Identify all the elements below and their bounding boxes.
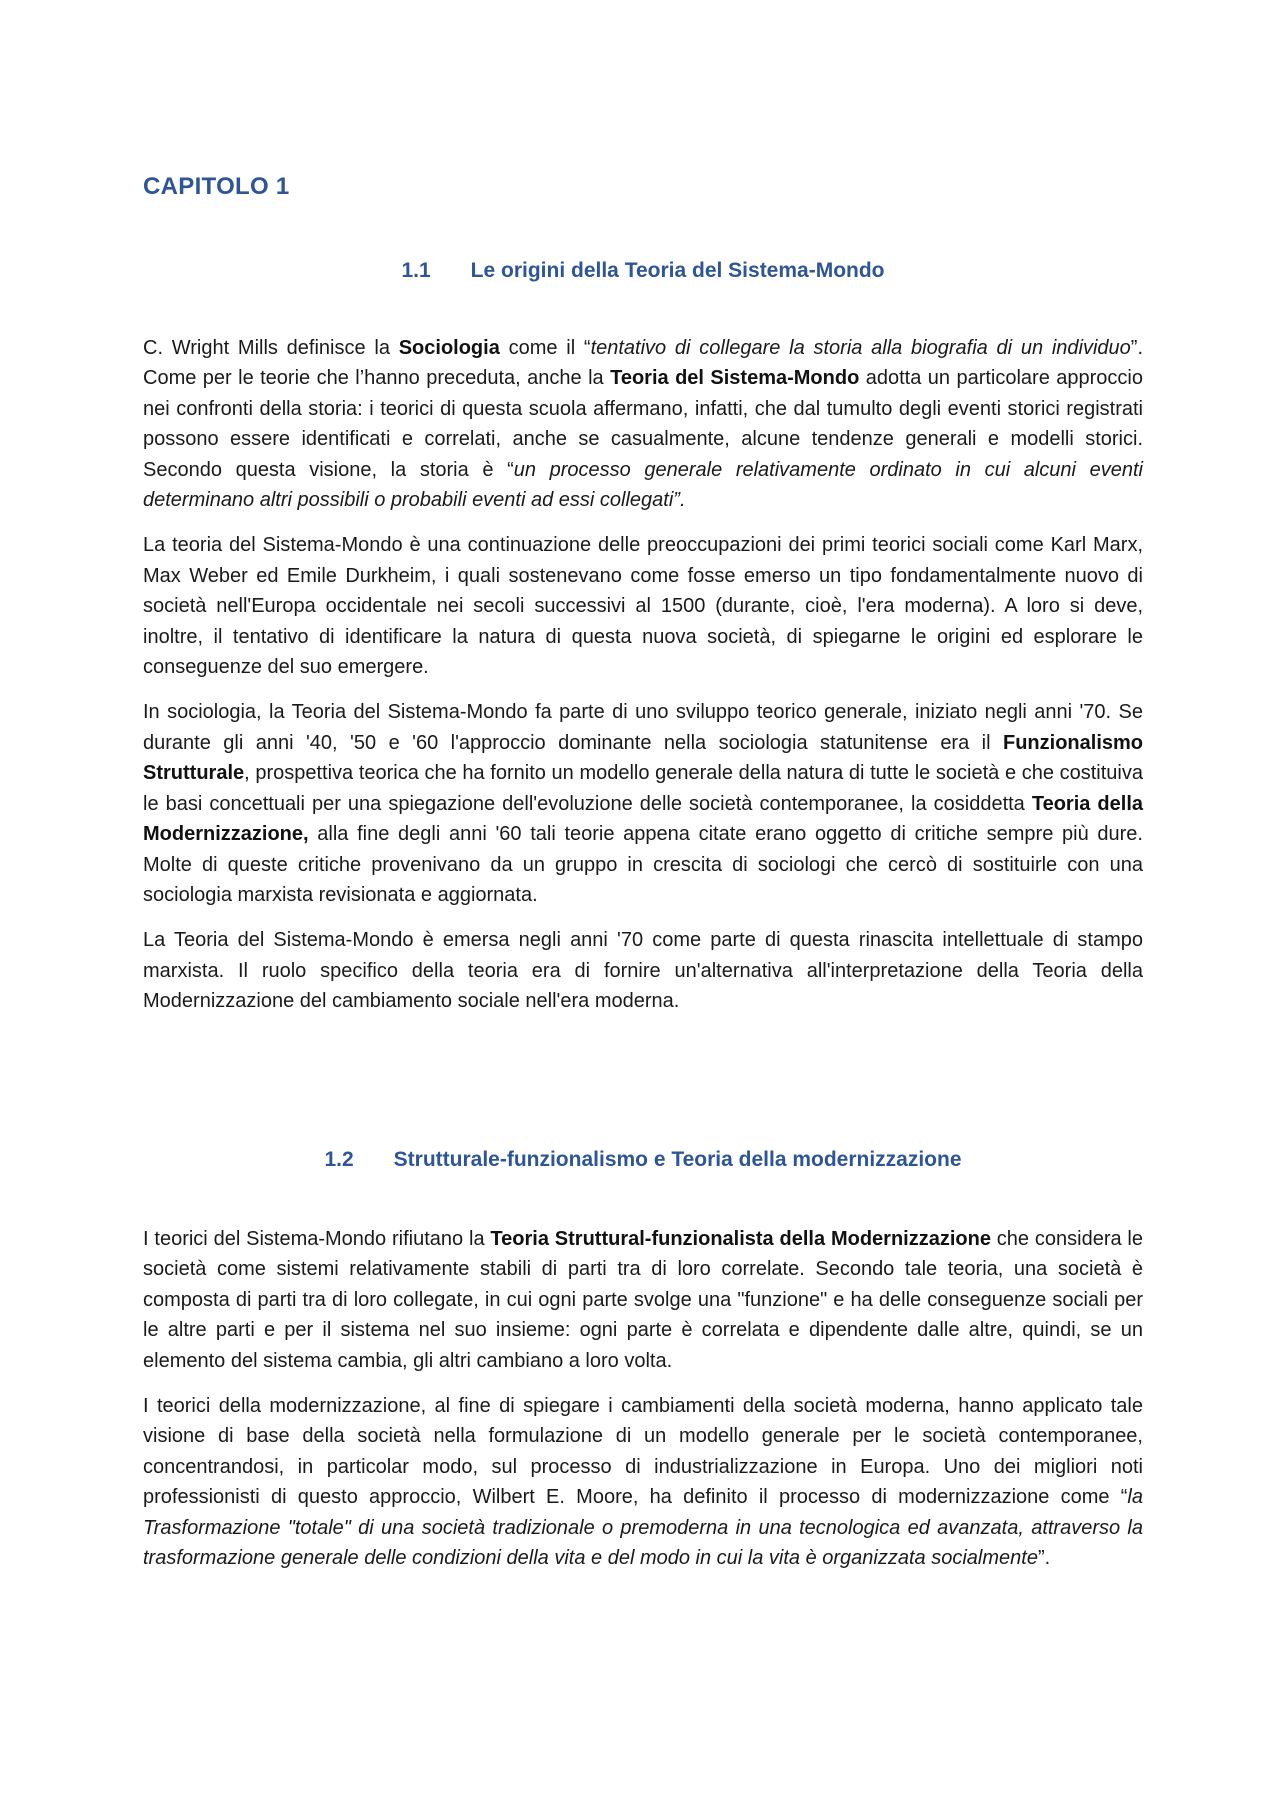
bold-term: Sociologia	[398, 337, 500, 359]
bold-term: Teoria del Sistema-Mondo	[610, 367, 860, 390]
paragraph: C. Wright Mills definisce la Sociologia come il “tentativo di collegare la storia alla biografia di un individuo”. Come per le teorie che l’hanno preceduta, anche la Teoria del Sistema-Mondo adotta un particolare approccio nei confronti della storia: i teorici di questa scuola affermano, infatti, che dal tumulto degli eventi storici registrati possono essere identificati e correlati, anche se casualmente, alcune tendenze generali e modelli storici. Secondo questa visione, la storia è “un processo generale relativamente ordinato in cui alcuni eventi determinano altri possibili o probabili eventi ad essi collegati”.	[143, 337, 1144, 512]
chapter-title: CAPITOLO 1	[143, 173, 290, 200]
section-1-1-body	[143, 333, 1143, 1032]
section-1-2-body	[143, 1224, 1143, 1588]
section-heading-1-2	[143, 1148, 1143, 1172]
section-title: Le origini della Teoria del Sistema-Mondo	[470, 259, 885, 282]
bold-term: Teoria della Modernizzazione,	[143, 792, 1143, 846]
quote: un processo generale relativamente ordinato in cui alcuni eventi determinano altri possibili o probabili eventi ad essi collegati”.	[143, 458, 1143, 512]
section-title: Strutturale-funzionalismo e Teoria della modernizzazione	[393, 1148, 962, 1171]
section-number: 1.1	[401, 259, 431, 282]
paragraph: I teorici della modernizzazione, al fine di spiegare i cambiamenti della società moderna, hanno applicato tale visione di base della società nella formulazione di un modello generale per le società contemporanee, concentrandosi, in particolar modo, sul processo di industrializzazione in Europa. Uno dei migliori noti professionisti di questo approccio, Wilbert E. Moore, ha definito il processo di modernizzazione come “la Trasformazione "totale" di una società tradizionale o premoderna in una tecnologica ed avanzata, attraverso la trasformazione generale delle condizioni della vita e del modo in cui la vita è organizzata socialmente”.	[143, 1395, 1143, 1570]
section-number: 1.2	[324, 1148, 354, 1171]
bold-term: Funzionalismo Strutturale	[143, 731, 1143, 785]
paragraph: In sociologia, la Teoria del Sistema-Mondo fa parte di uno sviluppo teorico generale, iniziato negli anni '70. Se durante gli anni '40, '50 e '60 l'approccio dominante nella sociologia statunitense era il Funzionalismo Strutturale, prospettiva teorica che ha fornito un modello generale della natura di tutte le società e che costituiva le basi concettuali per una spiegazione dell'evoluzione delle società contemporanee, la cosiddetta Teoria della Modernizzazione, alla fine degli anni '60 tali teorie appena citate erano oggetto di critiche sempre più dure. Molte di queste critiche provenivano da un gruppo in crescita di sociologi che cercò di sostituirle con una sociologia marxista revisionata e aggiornata.	[143, 701, 1143, 906]
bold-term: Teoria Struttural-funzionalista della Modernizzazione	[490, 1228, 991, 1250]
quote: tentativo di collegare la storia alla biografia di un individuo	[590, 337, 1131, 359]
paragraph: La teoria del Sistema-Mondo è una continuazione delle preoccupazioni dei primi teorici sociali come Karl Marx, Max Weber ed Emile Durkheim, i quali sostenevano come fosse emerso un tipo fondamentalmente nuovo di società nell'Europa occidentale nei secoli successivi al 1500 (durante, cioè, l'era moderna). A loro si deve, inoltre, il tentativo di identificare la natura di questa nuova società, di spiegarne le origini ed esplorare le conseguenze del suo emergere.	[143, 534, 1143, 679]
section-heading-1-1	[143, 259, 1143, 283]
paragraph: La Teoria del Sistema-Mondo è emersa negli anni '70 come parte di questa rinascita intellettuale di stampo marxista. Il ruolo specifico della teoria era di fornire un'alternativa all'interpretazione della Teoria della Modernizzazione del cambiamento sociale nell'era moderna.	[143, 929, 1143, 1013]
quote: la Trasformazione "totale" di una società tradizionale o premoderna in una tecnologica ed avanzata, attraverso la trasformazione generale delle condizioni della vita e del modo in cui la vita è organizzata socialmente	[143, 1486, 1143, 1570]
paragraph: I teorici del Sistema-Mondo rifiutano la Teoria Struttural-funzionalista della Modernizzazione che considera le società come sistemi relativamente stabili di parti tra di loro correlate. Secondo tale teoria, una società è composta di parti tra di loro collegate, in cui ogni parte svolge una "funzione" e ha delle conseguenze sociali per le altre parti e per il sistema nel suo insieme: ogni parte è correlata e dipendente dalle altre, quindi, se un elemento del sistema cambia, gli altri cambiano a loro volta.	[143, 1228, 1144, 1372]
